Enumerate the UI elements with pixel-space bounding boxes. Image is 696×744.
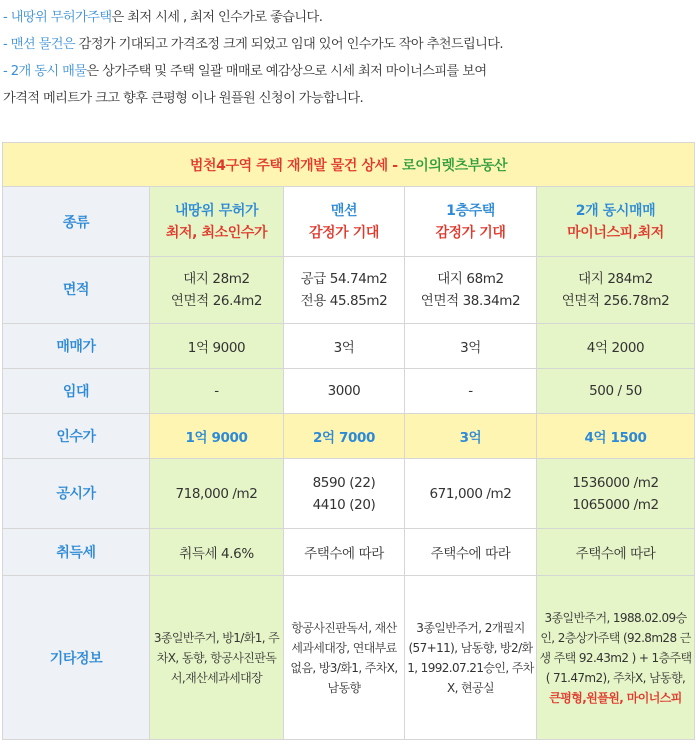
col-head-3: 1층주택 감정가 기대 [405, 187, 537, 257]
table-row-area [3, 257, 695, 324]
table-row-type [3, 187, 695, 257]
cell-etc-3: 3종일반주거, 2개필지 (57+11), 남동향, 방2/화1, 1992.07.21승인, 주차X, 현공실 [405, 576, 537, 740]
cell-etc-4: 3종일반주거, 1988.02.09승인, 2층상가주택 (92.8m28 근생 주택 92.43m2 ) + 1층주택 ( 71.47m2), 주차X, 남동향, 큰평형,원플원, 마이너스피 [537, 576, 695, 740]
cell-lease-4: 500 / 50 [537, 369, 695, 414]
cell-takeover-4: 4억 1500 [537, 414, 695, 459]
table-row-official [3, 459, 695, 529]
cell-takeover-3: 3억 [405, 414, 537, 459]
cell-area-3: 대지 68m2 연면적 38.34m2 [405, 257, 537, 324]
table-title-sub: 로이의렛츠부동산 [402, 157, 508, 174]
cell-lease-1: - [150, 369, 284, 414]
table-row-takeover [3, 414, 695, 459]
row-label-official: 공시가 [3, 459, 150, 529]
intro-line-3-highlight: - 2개 동시 매물 [3, 64, 87, 79]
cell-etc-2: 항공사진판독서, 재산세과세대장, 연대부료 없음, 방3/화1, 주차X, 남동향 [284, 576, 405, 740]
intro-line-2-highlight: - 맨션 물건은 [3, 37, 76, 52]
cell-area-1: 대지 28m2 연면적 26.4m2 [150, 257, 284, 324]
cell-etc-4-highlight: 큰평형,원플원, 마이너스피 [549, 690, 682, 705]
cell-tax-3: 주택수에 따라 [405, 529, 537, 576]
cell-official-2: 8590 (22) 4410 (20) [284, 459, 405, 529]
cell-area-4: 대지 284m2 연면적 256.78m2 [537, 257, 695, 324]
intro-line-2-text: 감정가 기대되고 가격조정 크게 되었고 임대 있어 인수가도 작아 추천드립니다. [75, 37, 504, 52]
table-row-price [3, 324, 695, 369]
intro-line-4: 가격적 메리트가 크고 향후 큰평형 이나 원플원 신청이 가능합니다. [3, 91, 364, 106]
cell-official-1: 718,000 /m2 [150, 459, 284, 529]
table-title-sep: - [387, 157, 403, 174]
intro-line-1 [3, 6, 322, 25]
intro-line-1-highlight: - 내땅위 무허가주택 [3, 10, 112, 25]
col-head-4: 2개 동시매매 마이너스피,최저 [537, 187, 695, 257]
col-head-2: 맨션 감정가 기대 [284, 187, 405, 257]
row-label-area: 면적 [3, 257, 150, 324]
intro-line-3 [3, 60, 487, 79]
row-label-type: 종류 [3, 187, 150, 257]
col-head-1: 내땅위 무허가 최저, 최소인수가 [150, 187, 284, 257]
cell-etc-1: 3종일반주거, 방1/화1, 주차X, 동향, 항공사진판독서,재산세과세대장 [150, 576, 284, 740]
cell-tax-2: 주택수에 따라 [284, 529, 405, 576]
cell-lease-2: 3000 [284, 369, 405, 414]
table-row-lease [3, 369, 695, 414]
cell-lease-3: - [405, 369, 537, 414]
intro-line-3-text: 은 상가주택 및 주택 일괄 매매로 예감상으로 시세 최저 마이너스피를 보여 [86, 64, 487, 79]
cell-official-4: 1536000 /m2 1065000 /m2 [537, 459, 695, 529]
cell-official-3: 671,000 /m2 [405, 459, 537, 529]
cell-tax-4: 주택수에 따라 [537, 529, 695, 576]
table-row-tax [3, 529, 695, 576]
cell-tax-1: 취득세 4.6% [150, 529, 284, 576]
cell-area-2: 공급 54.74m2 전용 45.85m2 [284, 257, 405, 324]
table-title-row [3, 143, 695, 187]
cell-price-4: 4억 2000 [537, 324, 695, 369]
property-table [2, 142, 695, 740]
cell-price-3: 3억 [405, 324, 537, 369]
cell-takeover-2: 2억 7000 [284, 414, 405, 459]
row-label-takeover: 인수가 [3, 414, 150, 459]
intro-line-1-text: 은 최저 시세 , 최저 인수가로 좋습니다. [111, 10, 323, 25]
cell-takeover-1: 1억 9000 [150, 414, 284, 459]
row-label-tax: 취득세 [3, 529, 150, 576]
table-title-main: 범천4구역 주택 재개발 물건 상세 [189, 157, 388, 174]
table-row-etc [3, 576, 695, 740]
table-title [3, 143, 695, 187]
row-label-lease: 임대 [3, 369, 150, 414]
row-label-price: 매매가 [3, 324, 150, 369]
row-label-etc: 기타정보 [3, 576, 150, 740]
cell-price-1: 1억 9000 [150, 324, 284, 369]
cell-price-2: 3억 [284, 324, 405, 369]
intro-line-2 [3, 33, 503, 52]
